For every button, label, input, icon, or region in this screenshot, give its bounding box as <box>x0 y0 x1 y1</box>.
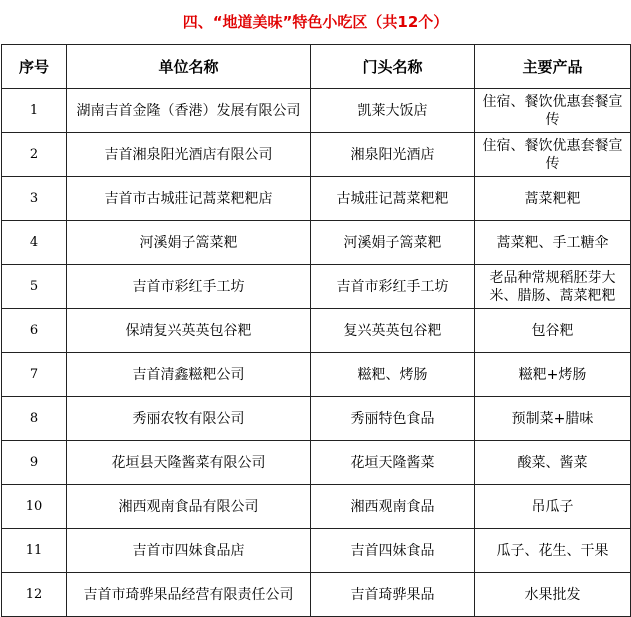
cell-seq: 10 <box>2 485 67 529</box>
cell-seq: 4 <box>2 221 67 265</box>
cell-storefront-name: 糍粑、烤肠 <box>311 353 475 397</box>
table-row <box>2 397 631 441</box>
cell-main-products: 糍粑+烤肠 <box>475 353 631 397</box>
cell-main-products: 吊瓜子 <box>475 485 631 529</box>
cell-storefront-name: 吉首四妹食品 <box>311 529 475 573</box>
table-body <box>2 89 631 617</box>
table-row <box>2 485 631 529</box>
cell-seq: 3 <box>2 177 67 221</box>
table-row <box>2 89 631 133</box>
table-row <box>2 441 631 485</box>
table-row <box>2 573 631 617</box>
cell-main-products: 水果批发 <box>475 573 631 617</box>
table-row <box>2 177 631 221</box>
cell-unit-name: 吉首清鑫糍粑公司 <box>67 353 311 397</box>
cell-storefront-name: 花垣天隆酱菜 <box>311 441 475 485</box>
cell-storefront-name: 吉首琦骅果品 <box>311 573 475 617</box>
cell-unit-name: 河溪娟子篙菜粑 <box>67 221 311 265</box>
cell-unit-name: 吉首市古城莊记蒿菜粑粑店 <box>67 177 311 221</box>
cell-storefront-name: 吉首市彩红手工坊 <box>311 265 475 309</box>
cell-main-products: 蒿菜粑、手工糖伞 <box>475 221 631 265</box>
cell-main-products: 瓜子、花生、干果 <box>475 529 631 573</box>
cell-unit-name: 湘西观南食品有限公司 <box>67 485 311 529</box>
cell-storefront-name: 秀丽特色食品 <box>311 397 475 441</box>
header-seq: 序号 <box>2 45 67 89</box>
cell-unit-name: 吉首市琦骅果品经营有限责任公司 <box>67 573 311 617</box>
cell-storefront-name: 湘泉阳光酒店 <box>311 133 475 177</box>
table-row <box>2 221 631 265</box>
cell-unit-name: 吉首湘泉阳光酒店有限公司 <box>67 133 311 177</box>
cell-unit-name: 秀丽农牧有限公司 <box>67 397 311 441</box>
header-unit-name: 单位名称 <box>67 45 311 89</box>
cell-storefront-name: 复兴英英包谷粑 <box>311 309 475 353</box>
table-row <box>2 265 631 309</box>
cell-seq: 7 <box>2 353 67 397</box>
table-row <box>2 133 631 177</box>
table-row <box>2 529 631 573</box>
cell-storefront-name: 凯莱大饭店 <box>311 89 475 133</box>
cell-unit-name: 花垣县天隆酱菜有限公司 <box>67 441 311 485</box>
cell-seq: 2 <box>2 133 67 177</box>
header-main-products: 主要产品 <box>475 45 631 89</box>
cell-storefront-name: 古城莊记蒿菜粑粑 <box>311 177 475 221</box>
header-row <box>2 45 631 89</box>
page-title: 四、“地道美味”特色小吃区（共12个） <box>182 13 449 31</box>
cell-seq: 12 <box>2 573 67 617</box>
stalls-table <box>1 44 631 617</box>
cell-main-products: 包谷粑 <box>475 309 631 353</box>
cell-main-products: 预制菜+腊味 <box>475 397 631 441</box>
cell-unit-name: 保靖复兴英英包谷粑 <box>67 309 311 353</box>
cell-main-products: 住宿、餐饮优惠套餐宣传 <box>475 89 631 133</box>
cell-unit-name: 吉首市彩红手工坊 <box>67 265 311 309</box>
cell-storefront-name: 湘西观南食品 <box>311 485 475 529</box>
cell-main-products: 蒿菜粑粑 <box>475 177 631 221</box>
cell-unit-name: 吉首市四妹食品店 <box>67 529 311 573</box>
cell-seq: 6 <box>2 309 67 353</box>
table-row <box>2 309 631 353</box>
cell-seq: 5 <box>2 265 67 309</box>
table-row <box>2 353 631 397</box>
cell-seq: 9 <box>2 441 67 485</box>
cell-unit-name: 湖南吉首金隆（香港）发展有限公司 <box>67 89 311 133</box>
cell-seq: 8 <box>2 397 67 441</box>
cell-seq: 1 <box>2 89 67 133</box>
cell-main-products: 酸菜、酱菜 <box>475 441 631 485</box>
cell-storefront-name: 河溪娟子篙菜粑 <box>311 221 475 265</box>
header-storefront-name: 门头名称 <box>311 45 475 89</box>
cell-main-products: 老品种常规稻胚芽大米、腊肠、蒿菜粑粑 <box>475 265 631 309</box>
cell-main-products: 住宿、餐饮优惠套餐宣传 <box>475 133 631 177</box>
cell-seq: 11 <box>2 529 67 573</box>
